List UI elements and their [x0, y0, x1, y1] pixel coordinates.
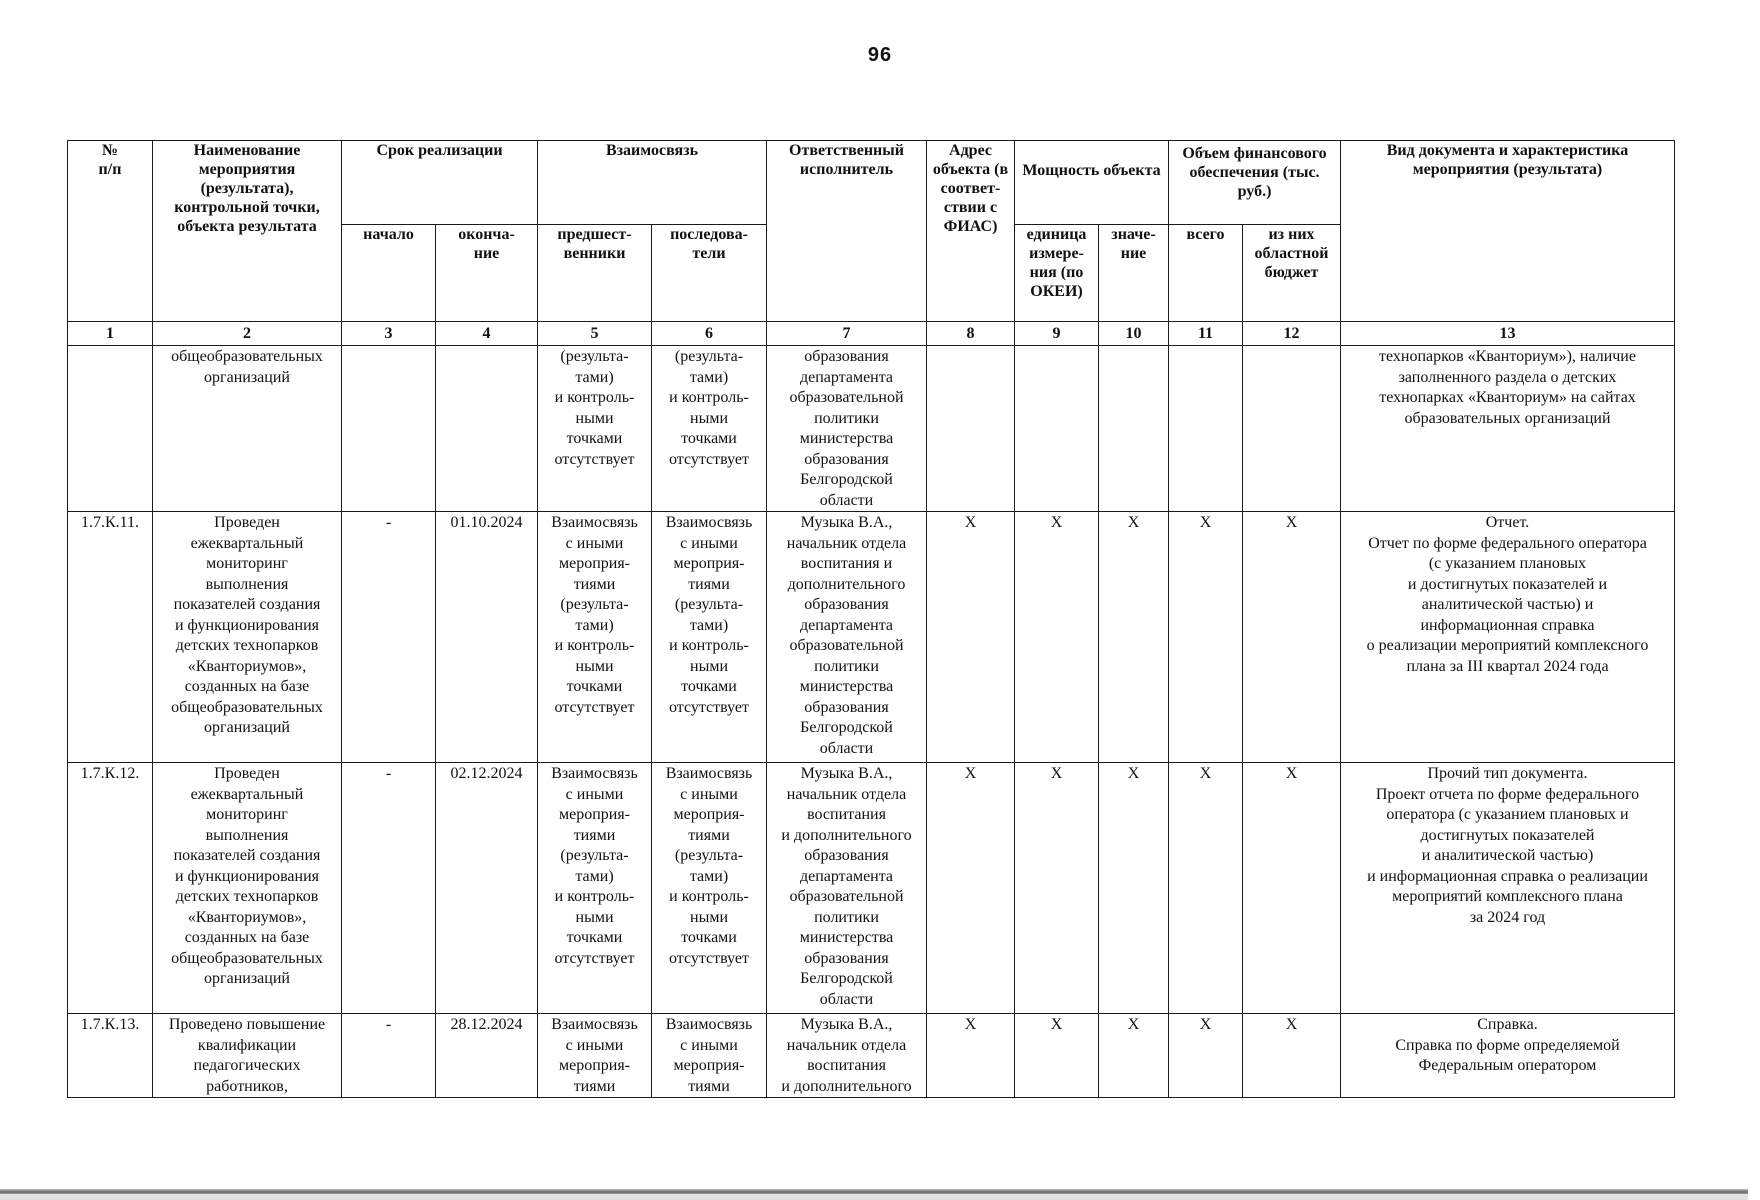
column-number: 8: [927, 322, 1015, 346]
row-end-date: [436, 346, 538, 512]
row-fin-total: X: [1169, 763, 1243, 1014]
row-document: Справка. Справка по форме определяемой Федеральным оператором: [1341, 1014, 1675, 1098]
row-end-date: 02.12.2024: [436, 763, 538, 1014]
col-fin-region-header: из них областной бюджет: [1243, 225, 1341, 322]
row-responsible: Музыка В.А., начальник отдела воспитания и дополнительного образования департамента образовательной политики министерства образования Белгородской области: [767, 512, 927, 763]
row-end-date: 28.12.2024: [436, 1014, 538, 1098]
row-name: общеобразовательных организаций: [153, 346, 342, 512]
row-address: X: [927, 512, 1015, 763]
row-power-unit: X: [1015, 1014, 1099, 1098]
row-address: X: [927, 763, 1015, 1014]
plan-table: [67, 140, 1675, 1098]
column-number: 10: [1099, 322, 1169, 346]
col-power-value-header: значе- ние: [1099, 225, 1169, 322]
row-code: 1.7.К.11.: [68, 512, 153, 763]
column-number: 13: [1341, 322, 1675, 346]
row-name: Проведен ежеквартальный мониторинг выполнения показателей создания и функционирования детских технопарков «Кванториумов», созданных на базе общеобразовательных организаций: [153, 512, 342, 763]
col-doc-header: Вид документа и характеристика мероприятия (результата): [1341, 141, 1675, 322]
row-fin-total: X: [1169, 1014, 1243, 1098]
column-number: 2: [153, 322, 342, 346]
column-number: 6: [652, 322, 767, 346]
col-fin-header: Объем финансового обеспечения (тыс. руб.): [1169, 141, 1341, 225]
table-row: [68, 346, 1675, 512]
col-term-header: Срок реализации: [342, 141, 538, 225]
row-fin-total: X: [1169, 512, 1243, 763]
col-link-next-header: последова- тели: [652, 225, 767, 322]
page-number: 96: [867, 44, 893, 66]
table-row: [68, 763, 1675, 1014]
row-code: 1.7.К.13.: [68, 1014, 153, 1098]
row-address: X: [927, 1014, 1015, 1098]
row-responsible: Музыка В.А., начальник отдела воспитания и дополнительного образования департамента образовательной политики министерства образования Белгородской области: [767, 763, 927, 1014]
row-responsible: образования департамента образовательной политики министерства образования Белгородской области: [767, 346, 927, 512]
table-body: [68, 346, 1675, 1098]
row-name: Проведен ежеквартальный мониторинг выполнения показателей создания и функционирования детских технопарков «Кванториумов», созданных на базе общеобразовательных организаций: [153, 763, 342, 1014]
row-fin-region: X: [1243, 763, 1341, 1014]
column-number: 12: [1243, 322, 1341, 346]
col-term-start-header: начало: [342, 225, 436, 322]
row-responsible: Музыка В.А., начальник отдела воспитания и дополнительного: [767, 1014, 927, 1098]
table-row: [68, 512, 1675, 763]
row-start-date: -: [342, 1014, 436, 1098]
col-power-unit-header: единица измере- ния (по ОКЕИ): [1015, 225, 1099, 322]
column-number: 9: [1015, 322, 1099, 346]
row-power-value: X: [1099, 763, 1169, 1014]
row-successors: Взаимосвязь с иными мероприя- тиями (результа- тами) и контроль- ными точками отсутствует: [652, 763, 767, 1014]
row-successors: Взаимосвязь с иными мероприя- тиями (результа- тами) и контроль- ными точками отсутствует: [652, 512, 767, 763]
col-no-header: № п/п: [68, 141, 153, 322]
row-start-date: [342, 346, 436, 512]
row-address: [927, 346, 1015, 512]
row-power-unit: [1015, 346, 1099, 512]
row-successors: (результа- тами) и контроль- ными точками отсутствует: [652, 346, 767, 512]
row-start-date: -: [342, 763, 436, 1014]
table-header: [68, 141, 1675, 346]
row-fin-region: [1243, 346, 1341, 512]
row-start-date: -: [342, 512, 436, 763]
col-link-header: Взаимосвязь: [538, 141, 767, 225]
column-number: 5: [538, 322, 652, 346]
col-term-end-header: оконча- ние: [436, 225, 538, 322]
column-number: 11: [1169, 322, 1243, 346]
column-number: 1: [68, 322, 153, 346]
col-fin-total-header: всего: [1169, 225, 1243, 322]
row-predecessors: Взаимосвязь с иными мероприя- тиями (результа- тами) и контроль- ными точками отсутствует: [538, 763, 652, 1014]
column-number-row: [68, 322, 1675, 346]
row-document: Прочий тип документа. Проект отчета по форме федерального оператора (с указанием плановых и достигнутых показателей и аналитической частью) и информационная справка о реализации мероприятий комплексного плана за 2024 год: [1341, 763, 1675, 1014]
column-number: 7: [767, 322, 927, 346]
row-predecessors: Взаимосвязь с иными мероприя- тиями: [538, 1014, 652, 1098]
table-row: [68, 1014, 1675, 1098]
row-predecessors: (результа- тами) и контроль- ными точками отсутствует: [538, 346, 652, 512]
row-fin-region: X: [1243, 512, 1341, 763]
row-code: 1.7.К.12.: [68, 763, 153, 1014]
row-power-unit: X: [1015, 512, 1099, 763]
row-power-value: [1099, 346, 1169, 512]
column-number: 3: [342, 322, 436, 346]
row-successors: Взаимосвязь с иными мероприя- тиями: [652, 1014, 767, 1098]
row-document: технопарков «Кванториум»), наличие заполненного раздела о детских технопарках «Кванториум» на сайтах образовательных организаций: [1341, 346, 1675, 512]
col-addr-header: Адрес объекта (в соответ- ствии с ФИАС): [927, 141, 1015, 322]
col-name-header: Наименование мероприятия (результата), контрольной точки, объекта результата: [153, 141, 342, 322]
col-resp-header: Ответственный исполнитель: [767, 141, 927, 322]
row-power-value: X: [1099, 512, 1169, 763]
col-link-prev-header: предшест- венники: [538, 225, 652, 322]
scan-edge-band: [0, 1194, 1748, 1200]
row-power-value: X: [1099, 1014, 1169, 1098]
row-fin-total: [1169, 346, 1243, 512]
row-code: [68, 346, 153, 512]
row-document: Отчет. Отчет по форме федерального оператора (с указанием плановых и достигнутых показателей и аналитической частью) и информационная справка о реализации мероприятий комплексного плана за III квартал 2024 года: [1341, 512, 1675, 763]
row-name: Проведено повышение квалификации педагогических работников,: [153, 1014, 342, 1098]
row-predecessors: Взаимосвязь с иными мероприя- тиями (результа- тами) и контроль- ными точками отсутствует: [538, 512, 652, 763]
row-end-date: 01.10.2024: [436, 512, 538, 763]
col-power-header: Мощность объекта: [1015, 141, 1169, 225]
row-power-unit: X: [1015, 763, 1099, 1014]
row-fin-region: X: [1243, 1014, 1341, 1098]
column-number: 4: [436, 322, 538, 346]
